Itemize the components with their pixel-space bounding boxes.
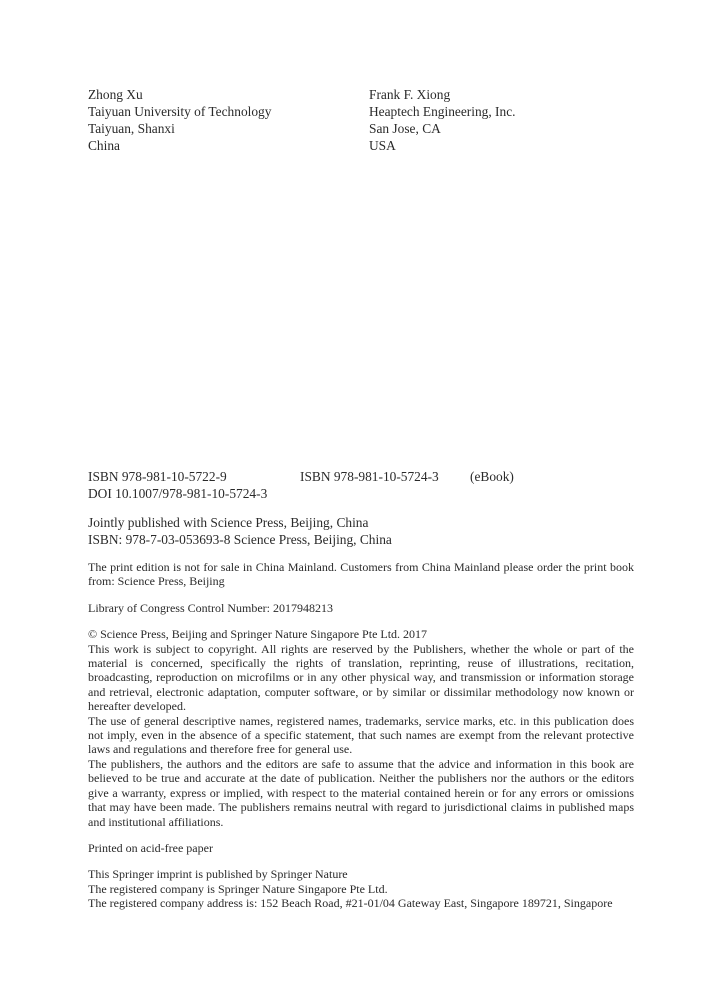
isbn-block — [88, 468, 634, 502]
author-name: Frank F. Xiong — [369, 87, 451, 102]
isbn-ebook-label: (eBook) — [470, 469, 514, 484]
print-edition-text: The print edition is not for sale in China Mainland. Customers from China Mainland please order the print book from: Science Press, Beijing — [88, 560, 634, 589]
author-affiliation: Taiyuan University of Technology — [88, 104, 272, 119]
imprint-line: The registered company is Springer Nature Singapore Pte Ltd. — [88, 881, 388, 896]
author-city: Taiyuan, Shanxi — [88, 121, 175, 136]
isbn-row — [88, 468, 634, 485]
joint-isbn: ISBN: 978-7-03-053693-8 Science Press, Beijing, China — [88, 532, 392, 547]
copyright-paragraph: This work is subject to copyright. All rights are reserved by the Publishers, whether the whole or part of the material is concerned, specifically the rights of translation, reprinting, reuse of illustrations, recitation, broadcasting, reproduction on microfilms or in any other physical way, and transmission or information storage and retrieval, electronic adaptation, computer software, or by similar or dissimilar methodology now known or hereafter developed. — [88, 641, 634, 714]
author-affiliation: Heaptech Engineering, Inc. — [369, 104, 516, 119]
imprint-address: The registered company address is: 152 Beach Road, #21-01/04 Gateway East, Singapore 189721, Singapore — [88, 896, 613, 911]
joint-line: Jointly published with Science Press, Beijing, China — [88, 515, 369, 530]
doi: DOI 10.1007/978-981-10-5724-3 — [88, 486, 268, 501]
author-block-1 — [88, 86, 358, 154]
copyright-holder: © Science Press, Beijing and Springer Nature Singapore Pte Ltd. 2017 — [88, 627, 428, 642]
author-country: USA — [369, 138, 396, 153]
isbn-ebook: ISBN 978-981-10-5724-3 — [300, 469, 439, 484]
loc-number — [88, 601, 634, 615]
imprint-block — [88, 468, 634, 911]
paper-text: Printed on acid-free paper — [88, 840, 213, 855]
imprint-line: This Springer imprint is published by Springer Nature — [88, 867, 348, 882]
trademark-paragraph: The use of general descriptive names, registered names, trademarks, service marks, etc. in this publication does not imply, even in the absence of a specific statement, that such names are exempt from the relevant protective laws and regulations and therefore free for general use. — [88, 713, 634, 757]
author-name: Zhong Xu — [88, 87, 143, 102]
loc-text: Library of Congress Control Number: 2017948213 — [88, 600, 333, 615]
disclaimer-paragraph: The publishers, the authors and the editors are safe to assume that the advice and information in this book are believed to be true and accurate at the date of publication. Neither the publishers nor the authors or the editors give a warranty, express or implied, with respect to the material contained herein or for any errors or omissions that may have been made. The publishers remains neutral with regard to jurisdictional claims in published maps and institutional affiliations. — [88, 756, 634, 829]
print-edition-notice — [88, 560, 634, 589]
isbn-print: ISBN 978-981-10-5722-9 — [88, 469, 227, 484]
copyright-notice — [88, 627, 634, 829]
paper-notice — [88, 841, 634, 855]
joint-publication — [88, 514, 634, 548]
author-block-2 — [369, 86, 639, 154]
author-city: San Jose, CA — [369, 121, 441, 136]
springer-imprint — [88, 867, 634, 910]
author-country: China — [88, 138, 120, 153]
